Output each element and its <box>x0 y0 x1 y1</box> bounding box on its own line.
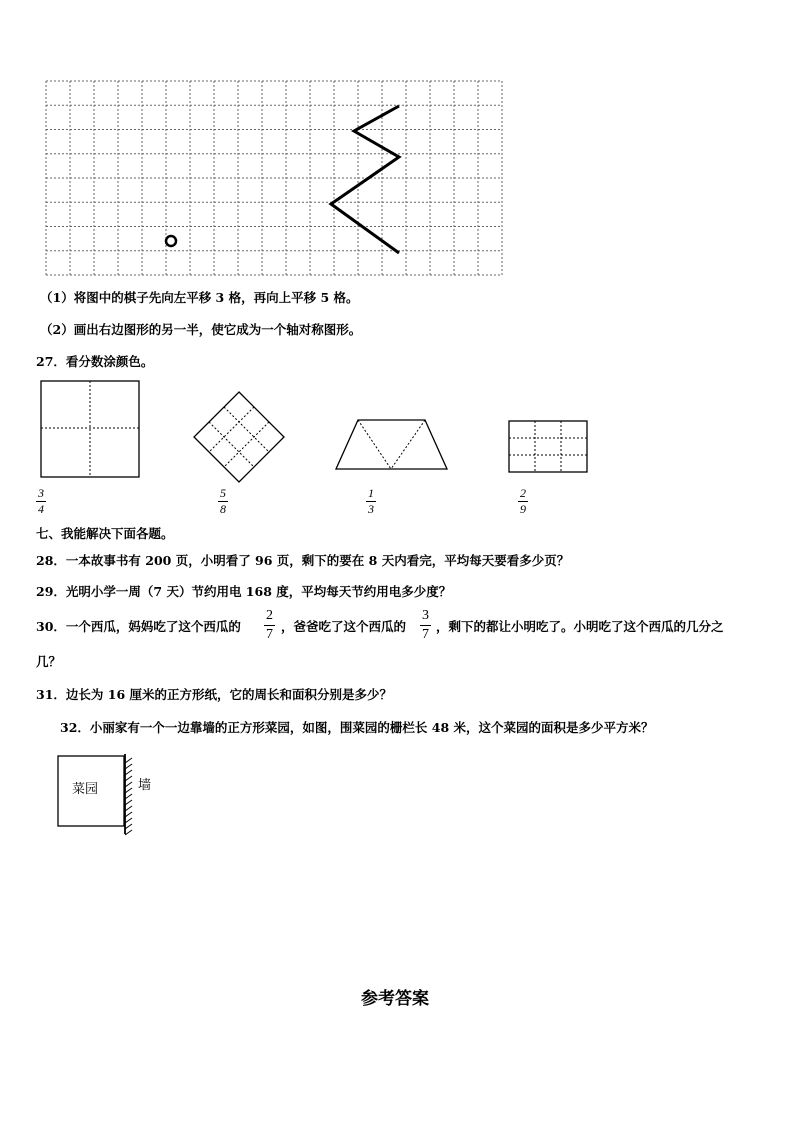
fraction-label-4: 2 9 <box>520 486 526 516</box>
fraction-label-2: 5 8 <box>220 486 226 516</box>
q28-text: 28．一本故事书有 200 页，小明看了 96 页，剩下的要在 8 天内看完，平均每天要看多少页？ <box>36 553 570 568</box>
answer-title: 参考答案 <box>361 989 429 1009</box>
q27-heading: 27．看分数涂颜色。 <box>36 354 154 369</box>
wall-hatching <box>125 758 132 835</box>
section-7-heading: 七、我能解决下面各题。 <box>36 526 174 541</box>
square-fig-quarters <box>40 380 144 480</box>
grid-step2: （2）画出右边图形的另一半，使它成为一个轴对称图形。 <box>40 322 362 337</box>
q30-part1: 30．一个西瓜，妈妈吃了这个西瓜的 <box>36 619 241 634</box>
fraction-label-1: 3 4 <box>38 486 44 516</box>
q29-text: 29．光明小学一周（7 天）节约用电 168 度，平均每天节约用电多少度？ <box>36 584 452 599</box>
q30-part3: ，剩下的都让小明吃了。小明吃了这个西瓜的几分之 <box>436 619 724 634</box>
zigzag-half-figure <box>331 106 399 253</box>
rectangle-fig-ninths <box>508 420 590 474</box>
q31-text: 31．边长为 16 厘米的正方形纸，它的周长和面积分别是多少？ <box>36 687 392 702</box>
grid-step1: （1）将图中的棋子先向左平移 3 格，再向上平移 5 格。 <box>40 290 359 305</box>
q30-fraction-2: 3 7 <box>422 608 429 642</box>
wall-label: 墙 <box>138 778 152 793</box>
grid-figure <box>44 79 504 277</box>
q30-line2: 几？ <box>36 654 62 669</box>
diamond-fig-ninths <box>192 390 286 484</box>
grid-lines <box>46 81 502 275</box>
garden-figure <box>56 754 146 838</box>
garden-label: 菜园 <box>72 782 99 797</box>
trapezoid-fig-thirds <box>334 418 450 472</box>
q30-part2: ，爸爸吃了这个西瓜的 <box>281 619 407 634</box>
chess-piece <box>166 236 176 246</box>
q30-fraction-1: 2 7 <box>266 608 273 642</box>
q32-text: 32．小丽家有一个一边靠墙的正方形菜园，如图，围菜园的栅栏长 48 米，这个菜园的面积是多少平方米？ <box>60 720 654 735</box>
fraction-label-3: 1 3 <box>368 486 374 516</box>
